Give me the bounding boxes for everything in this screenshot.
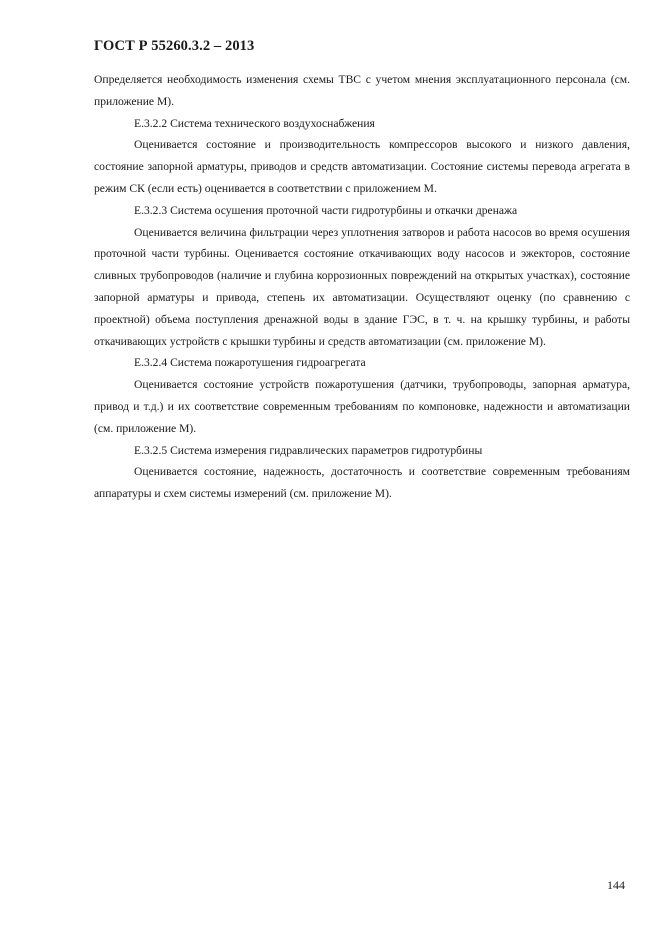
- paragraph-continuation: Определяется необходимость изменения схемы ТВС с учетом мнения эксплуатационного персонала (см. приложение М).: [94, 73, 630, 108]
- standard-header: ГОСТ Р 55260.3.2 – 2013: [94, 38, 255, 54]
- section-heading-e-3-2-5: Е.3.2.5 Система измерения гидравлических параметров гидротурбины: [134, 443, 483, 457]
- paragraph-air-supply: Оценивается состояние и производительность компрессоров высокого и низкого давления, состояние запорной арматуры, приводов и средств автоматизации. Состояние системы перевода агрегата в режим СК (если есть) оценивается в соответствии с приложением М.: [94, 138, 630, 195]
- document-body: [94, 69, 630, 505]
- section-heading-e-3-2-3: Е.3.2.3 Система осушения проточной части гидротурбины и откачки дренажа: [134, 203, 518, 217]
- section-heading-e-3-2-2: Е.3.2.2 Система технического воздухоснабжения: [134, 116, 375, 130]
- paragraph-drainage: Оценивается величина фильтрации через уплотнения затворов и работа насосов во время осушения проточной части турбины. Оценивается состояние откачивающих воду насосов и эжекторов, состояние сливных трубопроводов (наличие и глубина коррозионных повреждений на открытых участках), состояние запорной арматуры и привода, степень их автоматизации. Осуществляют оценку (по сравнению с проектной) объема поступления дренажной воды в здание ГЭС, в т. ч. на крышку турбины, и работы откачивающих устройств с крышки турбины и средств автоматизации (см. приложение М).: [94, 225, 630, 348]
- paragraph-fire-suppression: Оценивается состояние устройств пожаротушения (датчики, трубопроводы, запорная арматура, привод и т.д.) и их соответствие современным требованиям по компоновке, надежности и автоматизации (см. приложение М).: [94, 378, 630, 435]
- paragraph-measurement-system: Оценивается состояние, надежность, достаточность и соответствие современным требованиям аппаратуры и схем системы измерений (см. приложение М).: [94, 465, 630, 501]
- page-number: 144: [607, 878, 625, 892]
- section-heading-e-3-2-4: Е.3.2.4 Система пожаротушения гидроагрегата: [134, 356, 366, 370]
